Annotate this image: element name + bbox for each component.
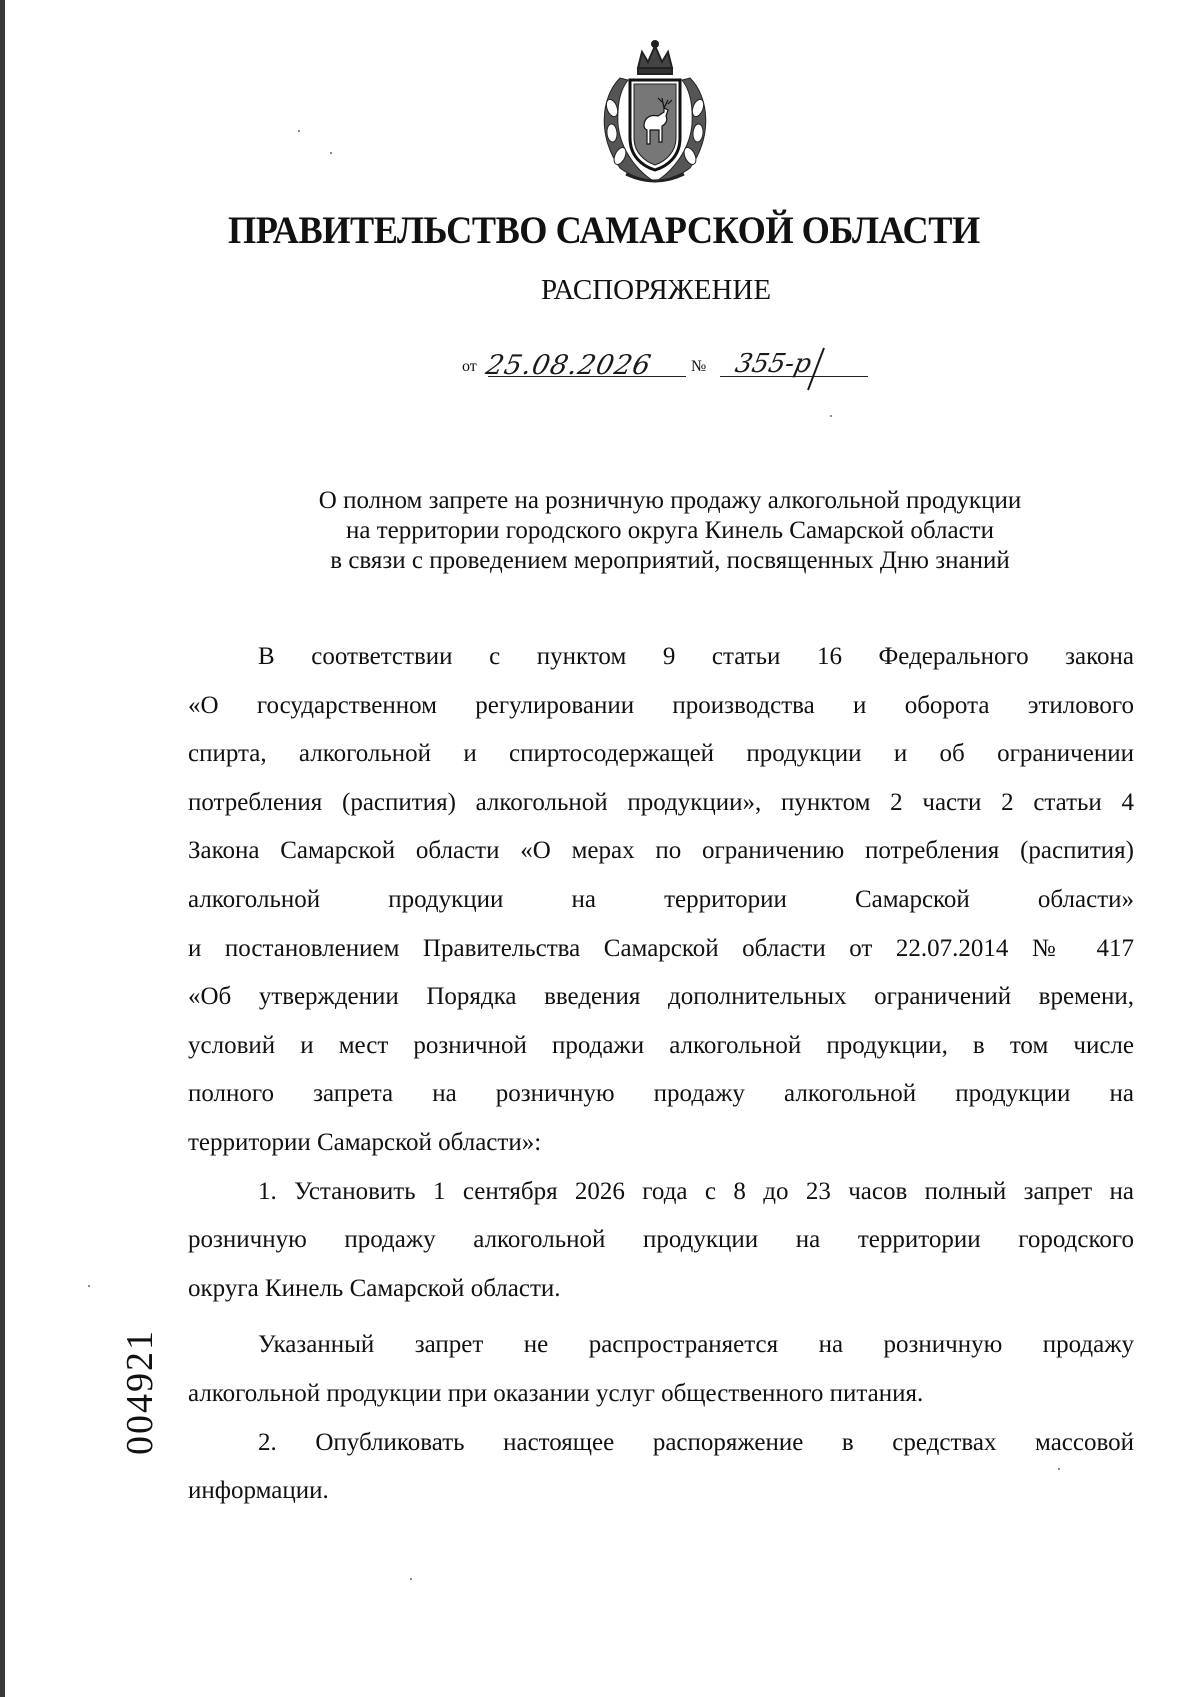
scan-speck <box>830 415 832 417</box>
body-line: В соответствии с пунктом 9 статьи 16 Федерального закона <box>258 643 1134 670</box>
item2-line: информации. <box>188 1477 329 1505</box>
body-line: «О государственном регулировании производства и оборота этилового <box>188 691 1134 719</box>
body-line: Закона Самарской области «О мерах по ограничению потребления (распития) <box>188 837 1134 865</box>
page-left-edge <box>0 0 5 1697</box>
body-line: потребления (распития) алкогольной продукции», пунктом 2 части 2 статьи 4 <box>188 788 1134 816</box>
margin-serial-number: 004921 <box>119 1329 161 1455</box>
scan-speck <box>298 130 300 132</box>
subject-line: О полном запрете на розничную продажу алкогольной продукции <box>318 487 1022 514</box>
body-line: «Об утверждении Порядка введения дополнительных ограничений времени, <box>188 983 1134 1011</box>
item1-line: 1. Установить 1 сентября 2026 года с 8 до 23 часов полный запрет на <box>258 1177 1134 1205</box>
scan-speck <box>410 1578 412 1580</box>
date-prefix: от <box>462 358 477 375</box>
item1-line: розничную продажу алкогольной продукции на территории городского <box>188 1226 1134 1254</box>
organization-title: ПРАВИТЕЛЬСТВО САМАРСКОЙ ОБЛАСТИ <box>227 209 980 252</box>
body-line: условий и мест розничной продажи алкогольной продукции, в том числе <box>188 1031 1134 1059</box>
samara-coat-of-arms-icon <box>590 38 720 188</box>
subject-line: на территории городского округа Кинель Самарской области <box>346 517 994 544</box>
scan-speck <box>1058 1468 1060 1470</box>
document-body <box>188 633 1134 1516</box>
exception-line: алкогольной продукции при оказании услуг общественного питания. <box>188 1379 924 1407</box>
exception-line: Указанный запрет не распространяется на розничную продажу <box>258 1331 1134 1359</box>
subject-line: в связи с проведением мероприятий, посвященных Дню знаний <box>330 547 1010 574</box>
number-prefix: № <box>691 358 707 375</box>
body-line: спирта, алкогольной и спиртосодержащей продукции и об ограничении <box>188 740 1134 768</box>
body-line: и постановлением Правительства Самарской области от 22.07.2014 № 417 <box>188 934 1134 962</box>
paragraph-gap <box>188 1313 1134 1321</box>
body-line: территории Самарской области»: <box>188 1128 542 1156</box>
scan-speck <box>88 1285 90 1287</box>
document-subject <box>200 486 1140 576</box>
document-type: РАСПОРЯЖЕНИЕ <box>540 274 772 306</box>
item2-line: 2. Опубликовать настоящее распоряжение в средствах массовой <box>258 1428 1134 1456</box>
registration-line <box>458 330 878 392</box>
handwritten-number: 355-р <box>732 349 814 379</box>
scan-speck <box>330 152 332 154</box>
handwritten-registration <box>458 330 878 392</box>
body-line: полного запрета на розничную продажу алкогольной продукции на <box>188 1080 1134 1108</box>
body-line: алкогольной продукции на территории Самарской области» <box>188 885 1134 913</box>
handwritten-date: 25.08.2026 <box>483 350 655 381</box>
item1-line: округа Кинель Самарской области. <box>188 1274 561 1302</box>
